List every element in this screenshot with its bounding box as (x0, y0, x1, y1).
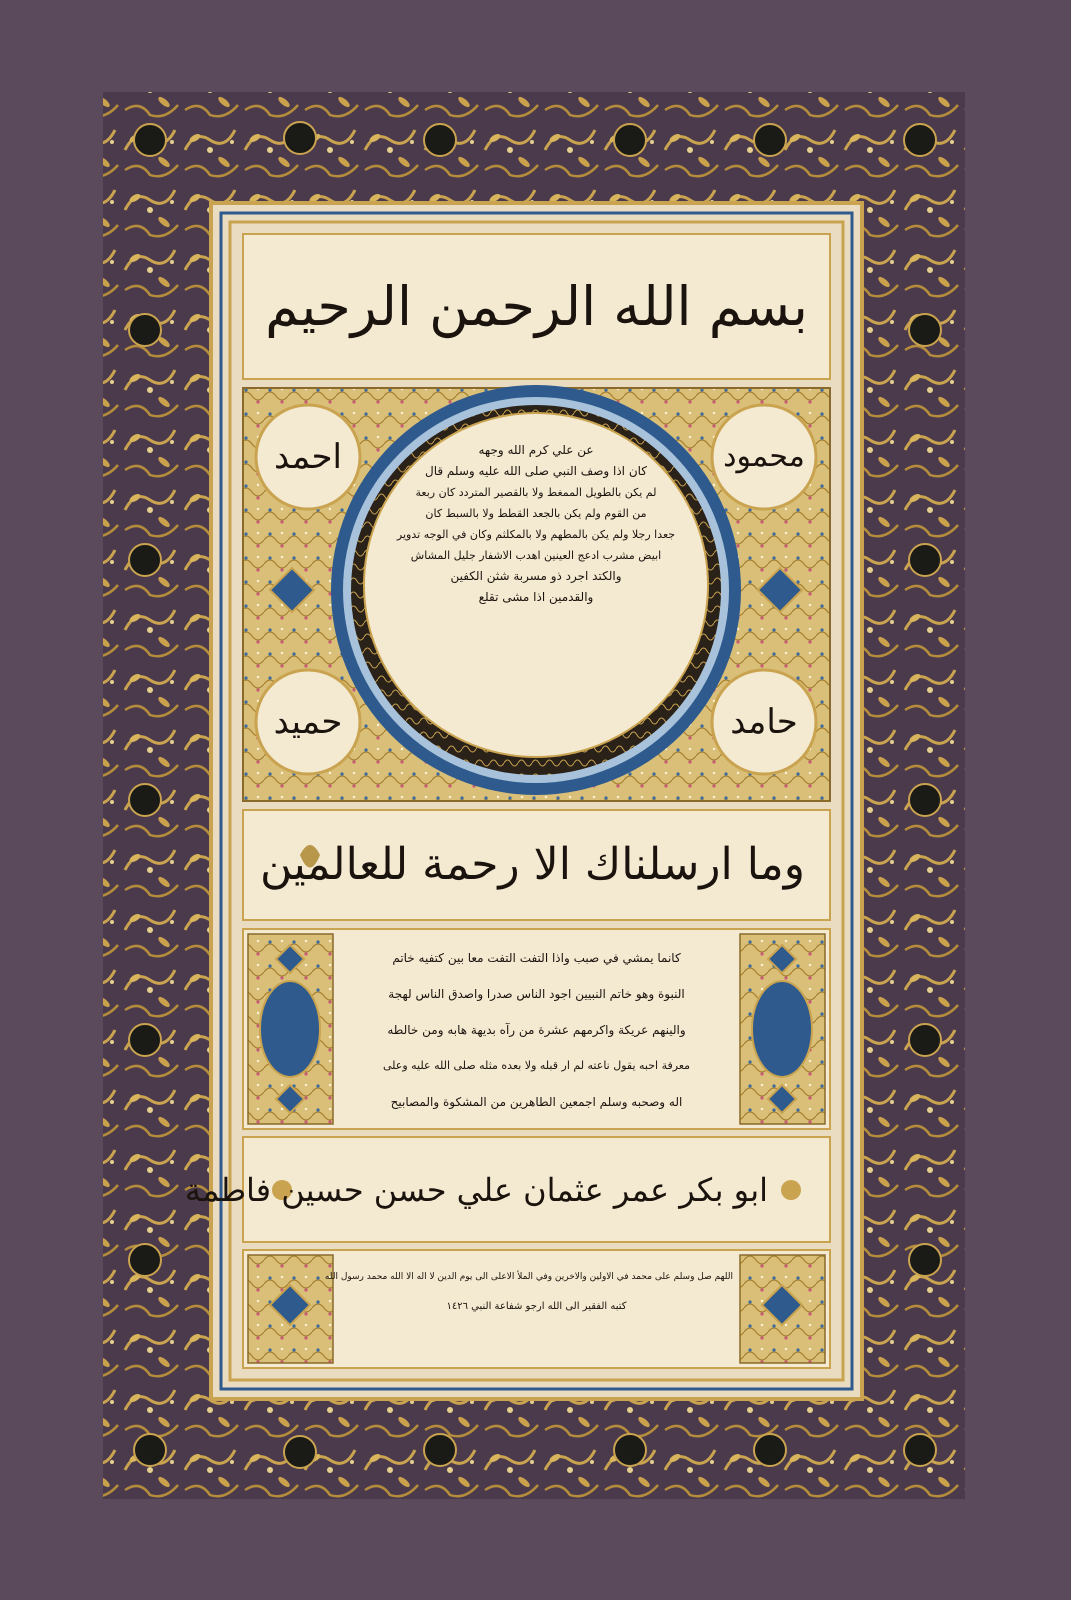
etek-line: النبوة وهو خاتم النبيين اجود الناس صدرا واصدق الناس لهجة (388, 987, 685, 1001)
etek-line: كانما يمشي في صبب واذا التفت التفت معا بين كتفيه خاتم (392, 951, 681, 965)
name-mahmud: محمود (723, 439, 805, 474)
etek-line: معرفة احبه يقول ناعته لم ار قبله ولا بعده مثله صلى الله عليه وعلى (382, 1059, 691, 1072)
hilye-line: والقدمين اذا مشى تقلع (478, 590, 594, 604)
hilye-line: لم يكن بالطويل الممغط ولا بالقصير المتردد كان ربعة (415, 486, 657, 499)
hilye-line: عن علي كرم الله وجهه (478, 443, 594, 457)
hilye-line: جعدا رجلا ولم يكن بالمطهم ولا بالمكلثم وكان في الوجه تدوير (396, 528, 676, 541)
colophon-text-block (324, 1262, 733, 1322)
basmala-text: بسم الله الرحمن الرحيم (265, 275, 808, 338)
etek-line: اله وصحبه وسلم اجمعين الطاهرين من المشكوة والمصابيح (390, 1095, 683, 1109)
colophon-line: اللهم صل وسلم على محمد في الاولين والاخرين وفي الملأ الاعلى الى يوم الدين لا اله الا الله محمد رسول الله (324, 1272, 733, 1282)
etek-text-block (340, 940, 733, 1120)
caliphs-text: ابو بكر عمر عثمان علي حسن حسين فاطمة (184, 1171, 768, 1209)
hilye-text-block (376, 440, 696, 608)
hilye-line: من القوم ولم يكن بالجعد القطط ولا بالسبط كان (425, 507, 647, 520)
name-hamid-right: حامد (730, 702, 798, 742)
verse-text: وما ارسلناك الا رحمة للعالمين (259, 839, 805, 890)
name-ahmad: احمد (274, 437, 342, 477)
etek-line: والينهم عريكة واكرمهم عشرة من رآه بديهة هابه ومن خالطه (387, 1023, 686, 1037)
hilye-line: ابيض مشرب ادعج العينين اهدب الاشفار جليل المشاش (410, 549, 662, 562)
colophon-line: كتبه الفقير الى الله ارجو شفاعة النبي ١٤٢٦ (446, 1301, 627, 1312)
hilye-line: كان اذا وصف النبي صلى الله عليه وسلم قال (424, 464, 648, 478)
hilye-line: والكتد اجرد ذو مسربة شثن الكفين (450, 569, 622, 583)
name-hamid-left: حميد (273, 702, 343, 742)
